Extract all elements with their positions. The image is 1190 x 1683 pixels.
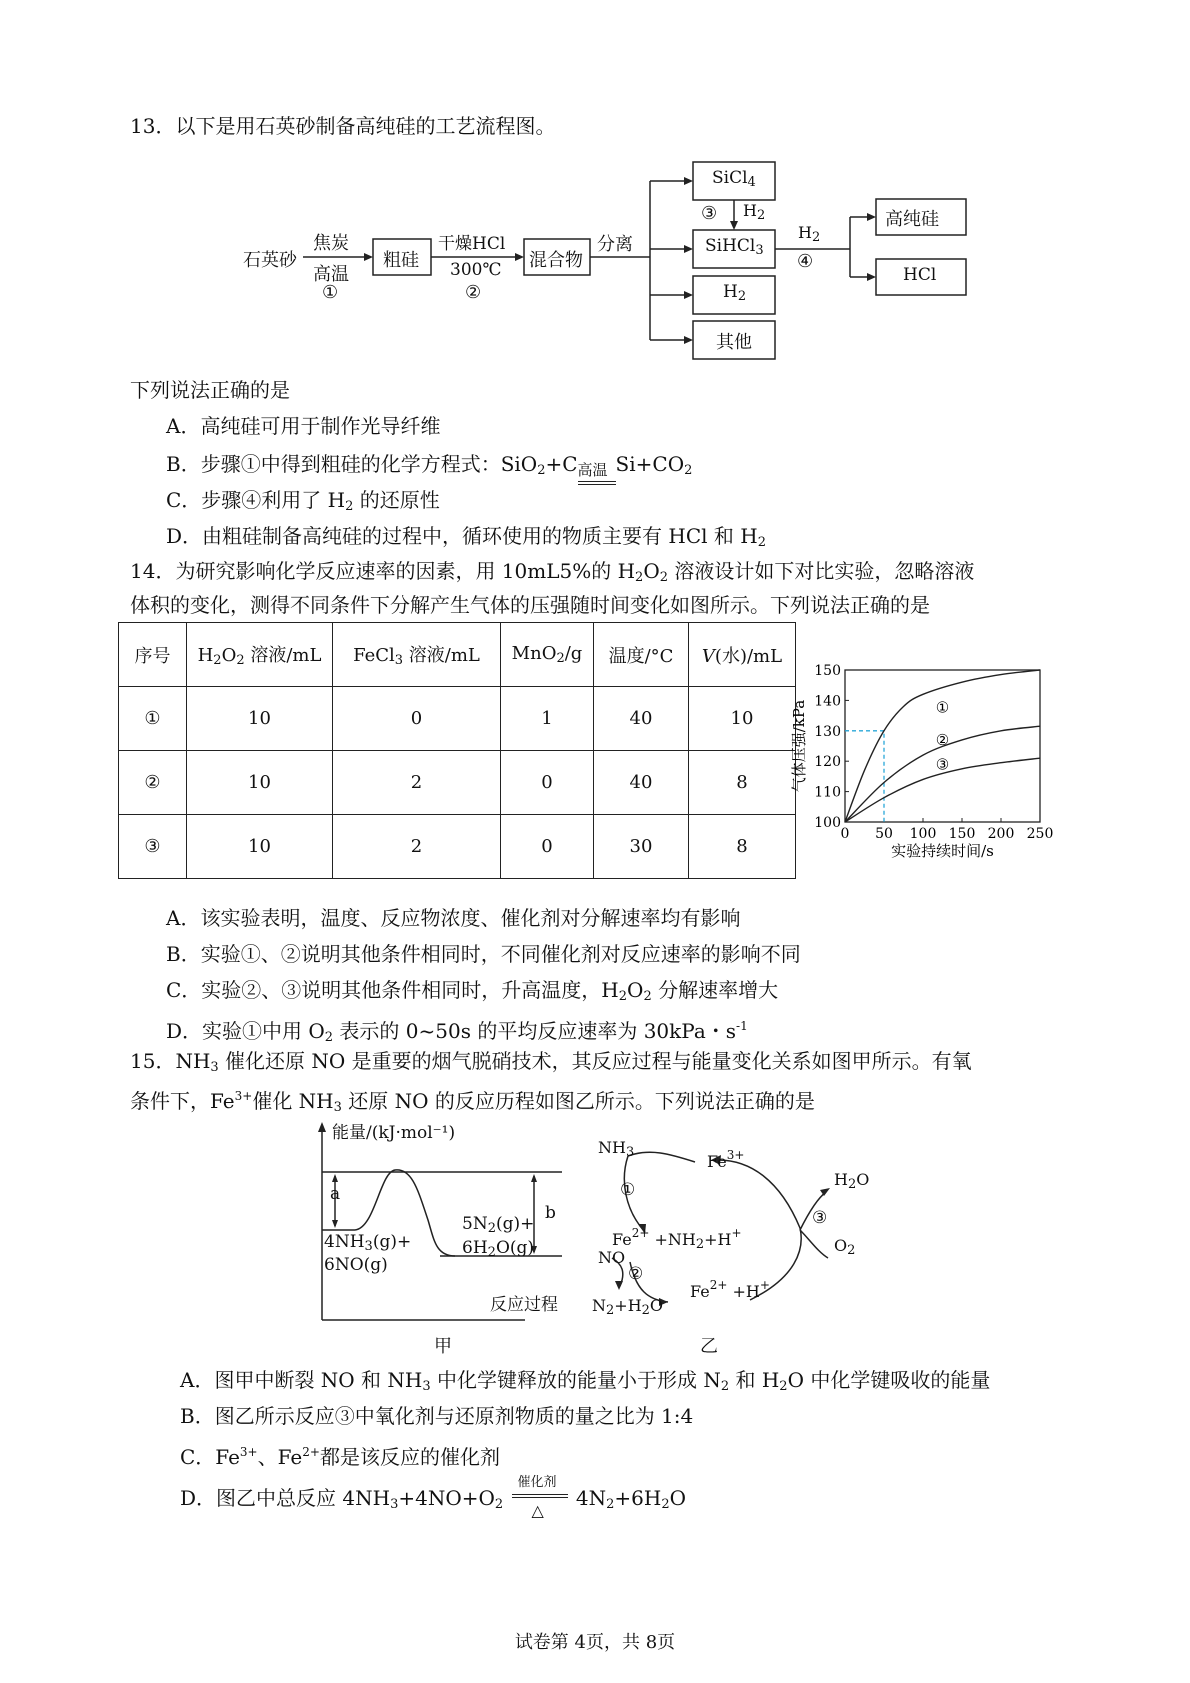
- flow-step2-reagent: 干燥HCl: [438, 234, 506, 254]
- box-mixture-label: 混合物: [529, 250, 583, 271]
- y-axis-label: 气体压强/kPa: [790, 699, 808, 793]
- box-crude-si-label: 粗硅: [383, 250, 419, 271]
- q13-prompt: 下列说法正确的是: [130, 378, 290, 402]
- guide-line: [845, 731, 884, 822]
- q14-option-a: A．该实验表明，温度、反应物浓度、催化剂对分解速率均有影响: [166, 906, 741, 930]
- caption-b: 乙: [700, 1336, 718, 1357]
- table-header-row: [119, 623, 796, 687]
- series-label: ③: [935, 755, 950, 774]
- flow-step1-num: ①: [322, 282, 339, 303]
- cycle-fe2-h: $Fe^{2+} +H^+$: [690, 1278, 770, 1301]
- q13-flowchart: [0, 0, 1190, 380]
- q14-option-b: B．实验①、②说明其他条件相同时，不同催化剂对反应速率的影响不同: [166, 942, 801, 966]
- table-row: [119, 751, 796, 815]
- table-cell: 0: [501, 751, 594, 815]
- y-tick-label: 150: [814, 663, 841, 679]
- cycle-step1: ①: [620, 1180, 636, 1200]
- table-cell: 8: [689, 815, 796, 879]
- th-fecl3: FeCl$_3$ 溶液/mL: [333, 623, 501, 687]
- q15-option-c: C．$Fe^{3+}$、$Fe^{2+}$都是该反应的催化剂: [180, 1445, 500, 1469]
- table-cell: 40: [594, 687, 689, 751]
- q13-option-b: B．步骤①中得到粗硅的化学方程式：SiO$_2$+C 高温 $Si+CO_2$: [166, 450, 692, 485]
- x-tick-label: 150: [948, 826, 976, 842]
- table-cell: 2: [333, 751, 501, 815]
- page-footer: 试卷第 4页，共 8页: [514, 1632, 676, 1653]
- box-h2-label: $H_2$: [723, 282, 747, 304]
- energy-xlabel: 反应过程: [490, 1295, 558, 1315]
- th-temp: 温度/°C: [594, 623, 689, 687]
- flow-step1-reagent: 焦炭: [313, 233, 349, 254]
- cycle-intermediate: $Fe^{2+} +NH_2+H^+$: [612, 1226, 742, 1252]
- table-cell: 30: [594, 815, 689, 879]
- q15-option-a: A．图甲中断裂 NO 和 $NH_3$ 中化学键释放的能量小于形成 $N_2$ 和 $H_2O$ 中化学键吸收的能量: [180, 1368, 991, 1394]
- x-tick-label: 100: [909, 826, 937, 842]
- cycle-nh3: $NH_3$: [598, 1138, 635, 1160]
- table-cell: ③: [119, 815, 187, 879]
- table-cell: ①: [119, 687, 187, 751]
- pressure-chart: [790, 650, 1090, 880]
- y-tick-label: 120: [814, 754, 841, 771]
- q14-stem-line1: 14．为研究影响化学反应速率的因素，用 10mL5%的 $H_2O_2$ 溶液设计如下对比实验，忽略溶液: [130, 559, 975, 585]
- condition-catalyst: 催化剂: [517, 1475, 557, 1490]
- cycle-step2: ②: [628, 1264, 644, 1284]
- flow-step4-reagent: $H_2$: [798, 223, 821, 245]
- table-cell: 0: [501, 815, 594, 879]
- cycle-fe3: $Fe^{3+}$: [707, 1148, 745, 1171]
- cycle-o2: $O_2$: [834, 1236, 856, 1258]
- y-tick-label: 140: [814, 693, 841, 710]
- cycle-step3: ③: [812, 1208, 828, 1228]
- experiment-table: [118, 622, 796, 879]
- table-cell: 10: [689, 687, 796, 751]
- flow-separate: 分离: [597, 234, 633, 255]
- y-tick-label: 100: [814, 815, 841, 831]
- label-b: b: [545, 1203, 556, 1223]
- energy-ylabel: 能量/(kJ·mol⁻¹): [332, 1123, 456, 1143]
- flow-step2-num: ②: [465, 282, 482, 303]
- table-cell: 10: [187, 751, 333, 815]
- x-tick-label: 250: [1026, 826, 1054, 842]
- table-cell: 1: [501, 687, 594, 751]
- x-tick-label: 200: [987, 826, 1015, 842]
- y-tick-label: 130: [814, 723, 841, 740]
- flow-step2-condition: 300℃: [450, 260, 502, 280]
- products-line2: $6H_2O(g)$: [462, 1238, 535, 1260]
- x-tick-label: 50: [875, 826, 893, 842]
- flow-step4-num: ④: [797, 251, 814, 272]
- box-hcl-label: HCl: [903, 265, 937, 285]
- table-cell: 10: [187, 687, 333, 751]
- th-mno2: MnO$_2$/g: [501, 623, 594, 687]
- table-row: [119, 815, 796, 879]
- q15-option-d: D．图乙中总反应 $4NH_3+4NO+O_2$ 催化剂 △ $4N_2+6H_2O$: [180, 1484, 686, 1519]
- table-cell: 0: [333, 687, 501, 751]
- box-sicl4-label: SiCl$_4$: [712, 168, 756, 190]
- th-water: V(水)/mL: [689, 623, 796, 687]
- q13-stem: 13．以下是用石英砂制备高纯硅的工艺流程图。: [130, 114, 556, 138]
- flow-step3-num: ③: [701, 203, 718, 224]
- table-cell: 8: [689, 751, 796, 815]
- flow-step3-reagent: $H_2$: [743, 201, 766, 223]
- x-tick-label: 0: [840, 826, 850, 842]
- condition-heat: △: [531, 1501, 544, 1520]
- series-label: ②: [935, 730, 950, 749]
- q15-stem-line2: 条件下，$Fe^{3+}$催化 $NH_3$ 还原 NO 的反应历程如图乙所示。下列说法正确的是: [130, 1089, 815, 1115]
- label-a: a: [330, 1184, 341, 1204]
- box-other-label: 其他: [716, 332, 752, 353]
- products-line1: $5N_2(g)+$: [462, 1214, 535, 1236]
- box-pure-si-label: 高纯硅: [885, 209, 939, 230]
- box-sihcl3-label: SiHCl$_3$: [705, 236, 764, 258]
- q14-stem-line2: 体积的变化，测得不同条件下分解产生气体的压强随时间变化如图所示。下列说法正确的是: [130, 593, 930, 617]
- table-cell: 2: [333, 815, 501, 879]
- table-cell: 10: [187, 815, 333, 879]
- caption-a: 甲: [434, 1336, 452, 1357]
- q13-option-d: D．由粗硅制备高纯硅的过程中，循环使用的物质主要有 HCl 和 $H_2$: [166, 524, 766, 550]
- y-tick-label: 110: [814, 784, 841, 801]
- flow-start: 石英砂: [243, 250, 297, 271]
- cycle-h2o: $H_2O$: [834, 1170, 870, 1192]
- q13-option-c: C．步骤④利用了 $H_2$ 的还原性: [166, 488, 440, 514]
- flow-step1-condition: 高温: [313, 264, 349, 285]
- cycle-n2-h2o: $N_2+H_2O$: [592, 1296, 664, 1318]
- q15-option-b: B．图乙所示反应③中氧化剂与还原剂物质的量之比为 1:4: [180, 1404, 694, 1428]
- q14-option-c: C．实验②、③说明其他条件相同时，升高温度，$H_2O_2$ 分解速率增大: [166, 978, 779, 1004]
- reactants-line2: 6NO(g): [324, 1255, 388, 1275]
- cycle-no: NO: [598, 1248, 626, 1267]
- table-cell: ②: [119, 751, 187, 815]
- series-label: ①: [935, 698, 950, 717]
- q14-option-d: D．实验①中用 $O_2$ 表示的 0~50s 的平均反应速率为 30kPa・$s^{-1}$: [166, 1019, 748, 1045]
- condition-high-temp: 高温: [577, 461, 608, 479]
- x-axis-label: 实验持续时间/s: [891, 842, 994, 860]
- th-index: 序号: [119, 623, 187, 687]
- q13-option-a: A．高纯硅可用于制作光导纤维: [166, 414, 441, 438]
- reactants-line1: $4NH_3(g)+$: [324, 1232, 412, 1254]
- q15-stem-line1: 15．$NH_3$ 催化还原 NO 是重要的烟气脱硝技术，其反应过程与能量变化关系如图甲所示。有氧: [130, 1049, 972, 1075]
- table-row: [119, 687, 796, 751]
- table-cell: 40: [594, 751, 689, 815]
- th-h2o2: $H_2O_2$ 溶液/mL: [187, 623, 333, 687]
